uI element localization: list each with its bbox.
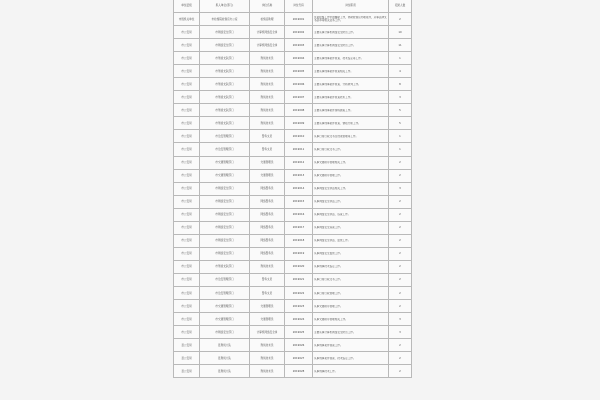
cell-count: 2 bbox=[389, 221, 412, 234]
cell-post: 刑侦技术员 bbox=[250, 91, 285, 104]
cell-duty-text: 主要从事刑事案件侦查、分析研判工作。 bbox=[314, 82, 361, 86]
cell-code: 2019011 bbox=[285, 143, 313, 156]
cell-unit: 市网络安全部门 bbox=[200, 234, 250, 247]
cell-level: 县公安局 bbox=[174, 339, 200, 352]
cell-code: 2019024 bbox=[285, 313, 313, 326]
cell-duty-text: 从事网络安全执法相关工作。 bbox=[314, 187, 348, 191]
cell-unit: 市治安管理部门 bbox=[200, 130, 250, 143]
cell-duty-text: 从事交通秩序管理相关工作。 bbox=[314, 161, 348, 165]
cell-count: 5 bbox=[389, 104, 412, 117]
table-row bbox=[174, 286, 412, 299]
cell-level: 市公安局 bbox=[174, 221, 200, 234]
cell-count: 2 bbox=[389, 234, 412, 247]
cell-level: 市公安局 bbox=[174, 104, 200, 117]
cell-unit: 市网络安全部门 bbox=[200, 208, 250, 221]
cell-duty bbox=[313, 13, 389, 26]
cell-duty-text: 从事网络安全监管工作。 bbox=[314, 252, 343, 256]
cell-count: 3 bbox=[389, 91, 412, 104]
cell-post: 交通管理员 bbox=[250, 313, 285, 326]
cell-post: 计算机网络安全岗 bbox=[250, 326, 285, 339]
table-row bbox=[174, 326, 412, 339]
cell-duty-text: 主要从事刑事案件侦查相关工作。 bbox=[314, 69, 353, 73]
cell-duty-text: 从事网络安全执法、监管工作。 bbox=[314, 239, 351, 243]
cell-duty-text: 从事刑事案件侦查工作。 bbox=[314, 343, 343, 347]
header-level: 单位层级 bbox=[174, 0, 200, 13]
table-row bbox=[174, 208, 412, 221]
cell-post: 刑侦技术员 bbox=[250, 352, 285, 365]
cell-unit: 市交通管理部门 bbox=[200, 169, 250, 182]
cell-unit: 市网络安全部门 bbox=[200, 221, 250, 234]
cell-post: 网络警务员 bbox=[250, 221, 285, 234]
cell-duty bbox=[313, 195, 389, 208]
cell-code: 2019007 bbox=[285, 91, 313, 104]
table-row bbox=[174, 65, 412, 78]
cell-duty-text: 主要从事计算机网络安全防范工作。 bbox=[314, 43, 356, 47]
cell-count: 1 bbox=[389, 143, 412, 156]
cell-post: 刑侦技术员 bbox=[250, 78, 285, 91]
cell-duty-text: 主要从事刑事案件现场勘查工作。 bbox=[314, 108, 353, 112]
cell-level: 市公安局 bbox=[174, 52, 200, 65]
cell-code: 2019027 bbox=[285, 352, 313, 365]
cell-unit: 市交通管理部门 bbox=[200, 300, 250, 313]
table-row bbox=[174, 91, 412, 104]
cell-count: 2 bbox=[389, 339, 412, 352]
cell-unit: 市刑侦支队部门 bbox=[200, 78, 250, 91]
table-row bbox=[174, 234, 412, 247]
cell-duty-text: 从事日常行政管理工作。 bbox=[314, 291, 343, 295]
cell-unit: 市刑侦支队部门 bbox=[200, 260, 250, 273]
cell-level: 市公安局 bbox=[174, 313, 200, 326]
cell-count: 2 bbox=[389, 156, 412, 169]
cell-code: 2019003 bbox=[285, 39, 313, 52]
cell-duty-text: 从事网络安全执法工作。 bbox=[314, 200, 343, 204]
table-row bbox=[174, 169, 412, 182]
cell-post: 刑侦技术员 bbox=[250, 260, 285, 273]
table-row bbox=[174, 273, 412, 286]
cell-code: 2019026 bbox=[285, 339, 313, 352]
cell-duty-text: 主要从事计算机网络安全防范工作。 bbox=[314, 30, 356, 34]
table-row bbox=[174, 365, 412, 378]
cell-duty bbox=[313, 91, 389, 104]
cell-duty bbox=[313, 117, 389, 130]
header-count: 招录人数 bbox=[389, 0, 412, 13]
cell-level: 市公安局 bbox=[174, 234, 200, 247]
cell-post: 警务文员 bbox=[250, 130, 285, 143]
cell-count: 2 bbox=[389, 352, 412, 365]
table-row bbox=[174, 247, 412, 260]
table-row bbox=[174, 13, 412, 26]
cell-unit: 市交通管理部门 bbox=[200, 156, 250, 169]
cell-duty bbox=[313, 182, 389, 195]
cell-post: 网络警务员 bbox=[250, 247, 285, 260]
cell-code: 2019014 bbox=[285, 182, 313, 195]
table-row bbox=[174, 156, 412, 169]
cell-duty bbox=[313, 26, 389, 39]
cell-duty-text: 从事刑事技术鉴定工作。 bbox=[314, 265, 343, 269]
cell-duty bbox=[313, 52, 389, 65]
table-row bbox=[174, 104, 412, 117]
cell-unit: 市交通管理部门 bbox=[200, 313, 250, 326]
cell-unit: 市网络安全部门 bbox=[200, 326, 250, 339]
cell-code: 2019025 bbox=[285, 326, 313, 339]
cell-post: 检察官助理 bbox=[250, 13, 285, 26]
cell-duty bbox=[313, 300, 389, 313]
cell-unit: 市刑侦支队部门 bbox=[200, 117, 250, 130]
cell-count: 8 bbox=[389, 78, 412, 91]
cell-level: 市公安局 bbox=[174, 260, 200, 273]
header-code: 岗位代码 bbox=[285, 0, 313, 13]
cell-duty-text: 从事刑事案件侦查、技术鉴定工作。 bbox=[314, 356, 356, 360]
cell-count: 1 bbox=[389, 130, 412, 143]
cell-code: 2019022 bbox=[285, 286, 313, 299]
cell-code: 2019016 bbox=[285, 208, 313, 221]
cell-duty bbox=[313, 260, 389, 273]
cell-duty-text: 从事网络安全执法、巡查工作。 bbox=[314, 213, 351, 217]
cell-count: 3 bbox=[389, 326, 412, 339]
cell-code: 2019006 bbox=[285, 78, 313, 91]
cell-level: 县公安局 bbox=[174, 352, 200, 365]
cell-unit: 市网络安全部门 bbox=[200, 182, 250, 195]
cell-level: 市公安局 bbox=[174, 208, 200, 221]
cell-level: 市公安局 bbox=[174, 156, 200, 169]
table-row bbox=[174, 339, 412, 352]
cell-unit: 市刑侦支队部门 bbox=[200, 91, 250, 104]
cell-post: 网络警务员 bbox=[250, 182, 285, 195]
cell-level: 市公安局 bbox=[174, 273, 200, 286]
cell-level: 市级机关单位 bbox=[174, 13, 200, 26]
cell-post: 交通管理员 bbox=[250, 169, 285, 182]
cell-unit: 市网络安全部门 bbox=[200, 26, 250, 39]
cell-code: 2019028 bbox=[285, 365, 313, 378]
cell-unit: 市检察院检察官办公室 bbox=[200, 13, 250, 26]
cell-code: 2019001 bbox=[285, 13, 313, 26]
cell-count: 5 bbox=[389, 117, 412, 130]
cell-post: 网络警务员 bbox=[250, 234, 285, 247]
cell-duty bbox=[313, 234, 389, 247]
cell-post: 网络警务员 bbox=[250, 208, 285, 221]
cell-level: 县公安局 bbox=[174, 365, 200, 378]
cell-duty-text: 从事交通秩序管理相关工作。 bbox=[314, 317, 348, 321]
cell-level: 市公安局 bbox=[174, 143, 200, 156]
cell-code: 2019004 bbox=[285, 52, 313, 65]
cell-unit: 市治安管理部门 bbox=[200, 143, 250, 156]
table-row bbox=[174, 260, 412, 273]
cell-unit: 市刑侦支队部门 bbox=[200, 65, 250, 78]
cell-level: 市公安局 bbox=[174, 169, 200, 182]
table-row bbox=[174, 143, 412, 156]
cell-count: 2 bbox=[389, 273, 412, 286]
cell-count: 3 bbox=[389, 182, 412, 195]
cell-post: 刑侦技术员 bbox=[250, 65, 285, 78]
cell-duty-text: 从事交通秩序管理工作。 bbox=[314, 174, 343, 178]
cell-duty bbox=[313, 143, 389, 156]
cell-duty bbox=[313, 221, 389, 234]
cell-post: 刑侦技术员 bbox=[250, 117, 285, 130]
cell-count: 4 bbox=[389, 65, 412, 78]
cell-level: 市公安局 bbox=[174, 65, 200, 78]
cell-post: 计算机网络安全岗 bbox=[250, 26, 285, 39]
cell-unit: 市刑侦支队部门 bbox=[200, 104, 250, 117]
cell-duty-text: 主要从事刑事案件侦查、情报分析工作。 bbox=[314, 121, 361, 125]
cell-post: 计算机网络安全岗 bbox=[250, 39, 285, 52]
cell-post: 刑侦技术员 bbox=[250, 104, 285, 117]
cell-count: 2 bbox=[389, 13, 412, 26]
cell-level: 市公安局 bbox=[174, 195, 200, 208]
cell-code: 2019019 bbox=[285, 247, 313, 260]
cell-code: 2019020 bbox=[285, 260, 313, 273]
table-row bbox=[174, 26, 412, 39]
cell-count: 2 bbox=[389, 260, 412, 273]
cell-count: 2 bbox=[389, 365, 412, 378]
cell-count: 2 bbox=[389, 247, 412, 260]
cell-level: 市公安局 bbox=[174, 300, 200, 313]
cell-unit: 市网络安全部门 bbox=[200, 39, 250, 52]
cell-count: 3 bbox=[389, 313, 412, 326]
cell-duty-text: 主要从事计算机网络安全防范工作。 bbox=[314, 330, 356, 334]
cell-code: 2019005 bbox=[285, 65, 313, 78]
cell-post: 警务文员 bbox=[250, 143, 285, 156]
cell-duty-text: 从事日常行政文书工作。 bbox=[314, 278, 343, 282]
cell-unit: 县刑侦大队 bbox=[200, 352, 250, 365]
cell-count: 2 bbox=[389, 195, 412, 208]
cell-duty bbox=[313, 247, 389, 260]
cell-duty-text: 从事交通秩序管理工作。 bbox=[314, 304, 343, 308]
cell-duty-text: 从事日常行政文书及档案管理等工作。 bbox=[314, 134, 359, 138]
cell-unit: 县刑侦大队 bbox=[200, 339, 250, 352]
cell-post: 刑侦技术员 bbox=[250, 52, 285, 65]
header-post: 岗位名称 bbox=[250, 0, 285, 13]
cell-duty-text: 从事网络安全巡查工作。 bbox=[314, 226, 343, 230]
cell-code: 2019008 bbox=[285, 104, 313, 117]
cell-count: 11 bbox=[389, 39, 412, 52]
table-row bbox=[174, 117, 412, 130]
cell-post: 交通管理员 bbox=[250, 300, 285, 313]
cell-duty-text: 负责检察工作中的辅助工作，协助检察官办理案件，从事法律文书起草等相关业务工作。 bbox=[314, 16, 387, 23]
cell-level: 市公安局 bbox=[174, 91, 200, 104]
cell-duty bbox=[313, 286, 389, 299]
cell-duty bbox=[313, 78, 389, 91]
cell-code: 2019010 bbox=[285, 130, 313, 143]
cell-duty bbox=[313, 352, 389, 365]
cell-post: 警务文员 bbox=[250, 273, 285, 286]
cell-count: 10 bbox=[389, 26, 412, 39]
cell-duty-text: 主要从事刑事案件侦查、技术鉴定等工作。 bbox=[314, 56, 364, 60]
cell-code: 2019002 bbox=[285, 26, 313, 39]
cell-count: 1 bbox=[389, 52, 412, 65]
cell-level: 市公安局 bbox=[174, 247, 200, 260]
cell-duty bbox=[313, 104, 389, 117]
cell-count: 2 bbox=[389, 208, 412, 221]
cell-code: 2019013 bbox=[285, 169, 313, 182]
cell-post: 刑侦技术员 bbox=[250, 365, 285, 378]
cell-duty bbox=[313, 39, 389, 52]
cell-code: 2019023 bbox=[285, 300, 313, 313]
cell-post: 交通管理员 bbox=[250, 156, 285, 169]
cell-duty bbox=[313, 130, 389, 143]
cell-count: 2 bbox=[389, 169, 412, 182]
cell-unit: 市刑侦支队部门 bbox=[200, 52, 250, 65]
cell-level: 市公安局 bbox=[174, 182, 200, 195]
cell-unit: 市网络安全部门 bbox=[200, 195, 250, 208]
cell-duty bbox=[313, 365, 389, 378]
cell-duty bbox=[313, 326, 389, 339]
cell-duty-text: 主要从事刑事案件侦查技术工作。 bbox=[314, 95, 353, 99]
cell-post: 网络警务员 bbox=[250, 195, 285, 208]
cell-post: 刑侦技术员 bbox=[250, 339, 285, 352]
cell-duty bbox=[313, 208, 389, 221]
cell-count: 2 bbox=[389, 286, 412, 299]
cell-level: 市公安局 bbox=[174, 78, 200, 91]
cell-duty bbox=[313, 339, 389, 352]
cell-duty-text: 从事刑事技术工作。 bbox=[314, 369, 338, 373]
cell-post: 警务文员 bbox=[250, 286, 285, 299]
recruitment-table bbox=[173, 0, 412, 378]
table-row bbox=[174, 52, 412, 65]
cell-level: 市公安局 bbox=[174, 326, 200, 339]
cell-duty bbox=[313, 169, 389, 182]
cell-unit: 县刑侦大队 bbox=[200, 365, 250, 378]
cell-code: 2019021 bbox=[285, 273, 313, 286]
cell-duty-text: 从事日常行政文书工作。 bbox=[314, 147, 343, 151]
cell-duty bbox=[313, 156, 389, 169]
table-row bbox=[174, 195, 412, 208]
cell-duty bbox=[313, 65, 389, 78]
cell-duty bbox=[313, 313, 389, 326]
cell-level: 市公安局 bbox=[174, 117, 200, 130]
table-row bbox=[174, 352, 412, 365]
table-row bbox=[174, 182, 412, 195]
cell-unit: 市治安管理部门 bbox=[200, 286, 250, 299]
cell-code: 2019012 bbox=[285, 156, 313, 169]
cell-code: 2019017 bbox=[285, 221, 313, 234]
table-row bbox=[174, 221, 412, 234]
table-row bbox=[174, 39, 412, 52]
cell-unit: 市治安管理部门 bbox=[200, 273, 250, 286]
cell-level: 市公安局 bbox=[174, 26, 200, 39]
table-row bbox=[174, 313, 412, 326]
cell-level: 市公安局 bbox=[174, 130, 200, 143]
table-row bbox=[174, 130, 412, 143]
table-header-row bbox=[174, 0, 412, 13]
cell-level: 市公安局 bbox=[174, 39, 200, 52]
cell-level: 市公安局 bbox=[174, 286, 200, 299]
cell-code: 2019015 bbox=[285, 195, 313, 208]
cell-unit: 市网络安全部门 bbox=[200, 247, 250, 260]
cell-duty bbox=[313, 273, 389, 286]
cell-count: 2 bbox=[389, 300, 412, 313]
header-duty: 岗位职责 bbox=[313, 0, 389, 13]
header-unit: 拟入单位(部门) bbox=[200, 0, 250, 13]
cell-code: 2019018 bbox=[285, 234, 313, 247]
table-row bbox=[174, 78, 412, 91]
table-row bbox=[174, 300, 412, 313]
cell-code: 2019009 bbox=[285, 117, 313, 130]
